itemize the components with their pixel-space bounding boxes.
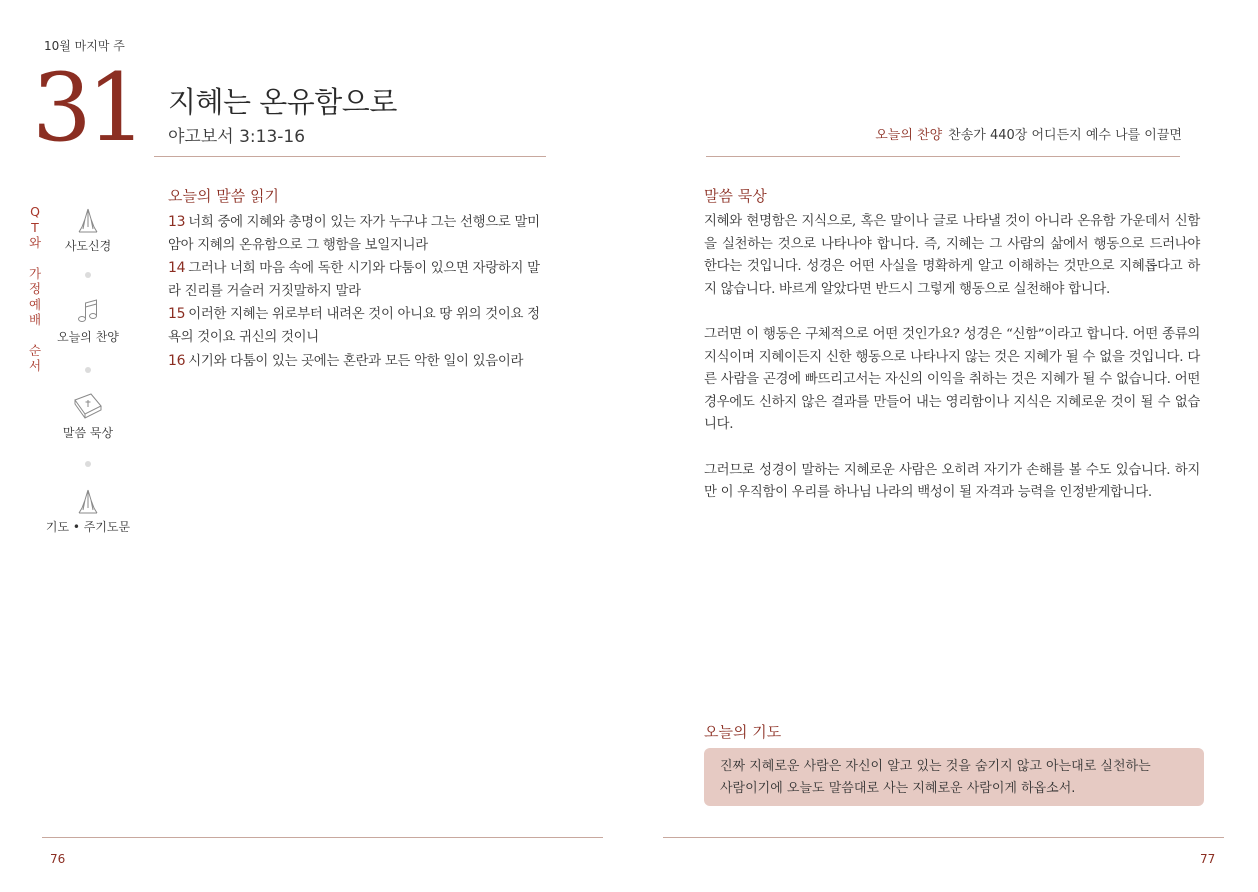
hymn-label: 오늘의 찬양 [875,128,943,143]
sidebar-item-label: 기도 • 주기도문 [45,520,131,534]
sidebar-item-label: 말씀 묵상 [62,426,114,440]
meditation-paragraph: 지혜와 현명함은 지식으로, 혹은 말이나 글로 나타낼 것이 아니라 온유함 가운데서 신함을 실천하는 것으로 나타나야 합니다. 즉, 지혜는 그 사람의 삶에서 행동으로 드러나야 한다는 것입니다. 성경은 어떤 사실을 명확하게 알고 이해하는 것만으로 지혜롭다고 하지 않습니다. 바르게 알았다면 반드시 그렇게 행동으로 실천해야 합니다. [704,214,1200,297]
verse-text: 시기와 다툼이 있는 곳에는 혼란과 모든 악한 일이 있음이라 [188,353,524,369]
prayer-heading: 오늘의 기도 [704,723,782,741]
vertical-char: T [31,219,39,235]
vertical-char: 예 [28,296,42,312]
sidebar-item-label: 오늘의 찬양 [57,330,119,344]
footer-divider-left [42,837,603,838]
verse-list [168,211,550,373]
vertical-char: 배 [28,312,42,327]
vertical-char: 가 [28,265,42,281]
verse-number: 14 [168,260,186,277]
meditation-heading: 말씀 묵상 [704,187,767,205]
scripture-passage: 야고보서 3:13-16 [168,127,306,147]
page-number-right: 77 [1200,852,1216,866]
vertical-char: Q [30,204,40,219]
prayer-line: 진짜 지혜로운 사람은 자신이 알고 있는 것을 숨기지 않고 아는대로 실천하는 [720,759,1151,774]
vertical-char: 순 [28,342,42,358]
verse [168,211,550,257]
vertical-char: 와 [28,235,42,250]
verse-number: 15 [168,306,186,323]
hymn-info [875,124,1182,143]
sidebar-separator-dot [85,461,91,467]
verse-number: 16 [168,352,186,369]
page-number-left: 76 [50,852,66,866]
day-number: 31 [32,54,142,163]
sidebar-item-hymn [43,296,133,345]
footer-divider-right [663,837,1224,838]
meditation-paragraph: 그러므로 성경이 말하는 지혜로운 사람은 오히려 자기가 손해를 볼 수도 있습니다. 하지만 이 우직함이 우리를 하나님 나라의 백성이 될 자격과 능력을 인정받게합니다. [704,462,1200,501]
vertical-gap [28,328,42,343]
title-divider [154,156,546,157]
hymn-divider [706,156,1180,157]
praying-hands-icon [73,205,103,235]
verse-number: 13 [168,214,186,230]
bible-icon [71,390,105,422]
verse-text: 그러나 너희 마음 속에 독한 시기와 다툼이 있으면 자랑하지 말라 진리를 거슬러 거짓말하지 말라 [168,261,540,299]
sidebar-item-apostles-creed [43,205,133,254]
sidebar-vertical-title [28,204,42,374]
sidebar-item-prayer [43,486,133,535]
vertical-char: 서 [28,358,42,373]
sidebar-item-meditation [43,390,133,441]
sidebar-separator-dot [85,367,91,373]
prayer-line: 사람이기에 오늘도 말씀대로 사는 지혜로운 사람이게 하옵소서. [720,781,1076,796]
page-title: 지혜는 온유함으로 [168,85,397,119]
meditation-paragraph: 그러면 이 행동은 구체적으로 어떤 것인가요? 성경은 “신함”이라고 합니다. 어떤 종류의 지식이며 지혜이든지 신한 행동으로 나타나지 않는 것은 지혜가 될 수 없을 것입니다. 다른 사람을 곤경에 빠뜨리고서는 자신의 이익을 취하는 것은 지혜가 될 수 없습니다. 어떤 경우에도 신하지 않은 결과를 만들어 내는 영리함이나 지식은 지혜로운 것이 될 수 없습니다. [704,326,1200,433]
sidebar-separator-dot [85,272,91,278]
vertical-gap [28,251,42,266]
verse [168,350,550,374]
meditation-body [704,211,1200,527]
verse-text: 이러한 지혜는 위로부터 내려온 것이 아니요 땅 위의 것이요 정욕의 것이요 귀신의 것이니 [168,307,540,345]
hymn-text: 찬송가 440장 어디든지 예수 나를 이끌면 [948,128,1182,143]
verse [168,303,550,349]
week-label: 10월 마지막 주 [44,39,125,53]
prayer-box [704,748,1204,806]
verse [168,257,550,303]
reading-heading: 오늘의 말씀 읽기 [168,187,279,205]
verse-text: 너희 중에 지혜와 총명이 있는 자가 누구냐 그는 선행으로 말미암아 지혜의 온유함으로 그 행함을 보일지니라 [168,215,540,253]
praying-hands-icon [73,486,103,516]
vertical-char: 정 [28,281,42,296]
sidebar-item-label: 사도신경 [64,239,112,253]
music-note-icon [73,296,103,326]
